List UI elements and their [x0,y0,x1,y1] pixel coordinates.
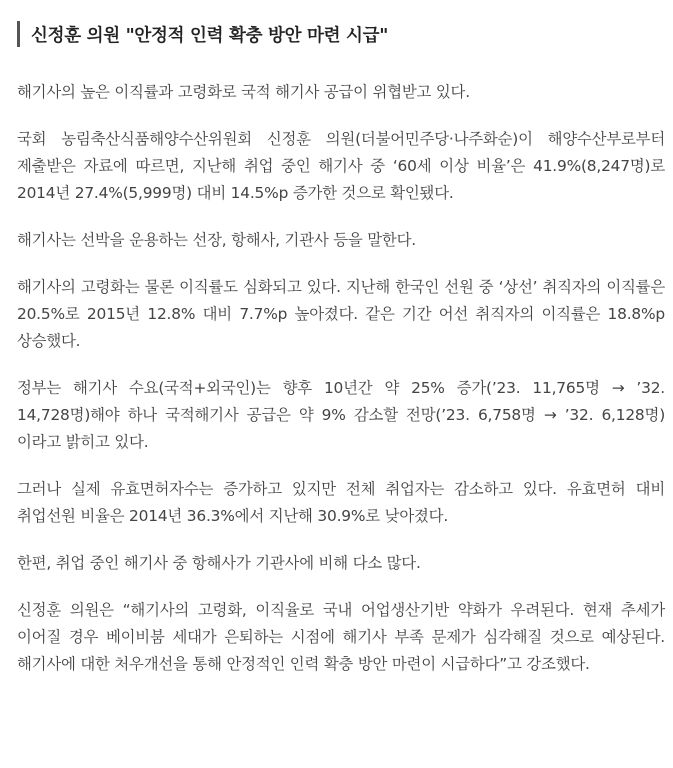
article-body [17,79,665,678]
article-subheadline: 신정훈 의원 "안정적 인력 확충 방안 마련 시급" [17,21,665,47]
article-paragraph: 해기사의 높은 이직률과 고령화로 국적 해기사 공급이 위협받고 있다. [17,83,470,101]
article-paragraph: 해기사의 고령화는 물론 이직률도 심화되고 있다. 지난해 한국인 선원 중 ‘상선’ 취직자의 이직률은 20.5%로 2015년 12.8% 대비 7.7%p 높아졌다. 같은 기간 어선 취직자의 이직률은 18.8%p 상승했다. [17,278,665,350]
article-paragraph: 해기사는 선박을 운용하는 선장, 항해사, 기관사 등을 말한다. [17,231,416,249]
article-paragraph: 한편, 취업 중인 해기사 중 항해사가 기관사에 비해 다소 많다. [17,554,421,572]
article [0,21,673,678]
article-paragraph: 정부는 해기사 수요(국적+외국인)는 향후 10년간 약 25% 증가(’23. 11,765명 → ’32. 14,728명)해야 하나 국적해기사 공급은 약 9% 감소할 전망(’23. 6,758명 → ’32. 6,128명)이라고 밝히고 있다. [17,379,665,451]
article-paragraph: 신정훈 의원은 “해기사의 고령화, 이직율로 국내 어업생산기반 약화가 우려된다. 현재 추세가 이어질 경우 베이비붐 세대가 은퇴하는 시점에 해기사 부족 문제가 심각해질 것으로 예상된다. 해기사에 대한 처우개선을 통해 안정적인 인력 확충 방안 마련이 시급하다”고 강조했다. [17,601,665,673]
article-paragraph: 그러나 실제 유효면허자수는 증가하고 있지만 전체 취업자는 감소하고 있다. 유효면허 대비 취업선원 비율은 2014년 36.3%에서 지난해 30.9%로 낮아졌다. [17,480,665,525]
article-paragraph: 국회 농림축산식품해양수산위원회 신정훈 의원(더불어민주당·나주화순)이 해양수산부로부터 제출받은 자료에 따르면, 지난해 취업 중인 해기사 중 ‘60세 이상 비율’은 41.9%(8,247명)로 2014년 27.4%(5,999명) 대비 14.5%p 증가한 것으로 확인됐다. [17,130,665,202]
